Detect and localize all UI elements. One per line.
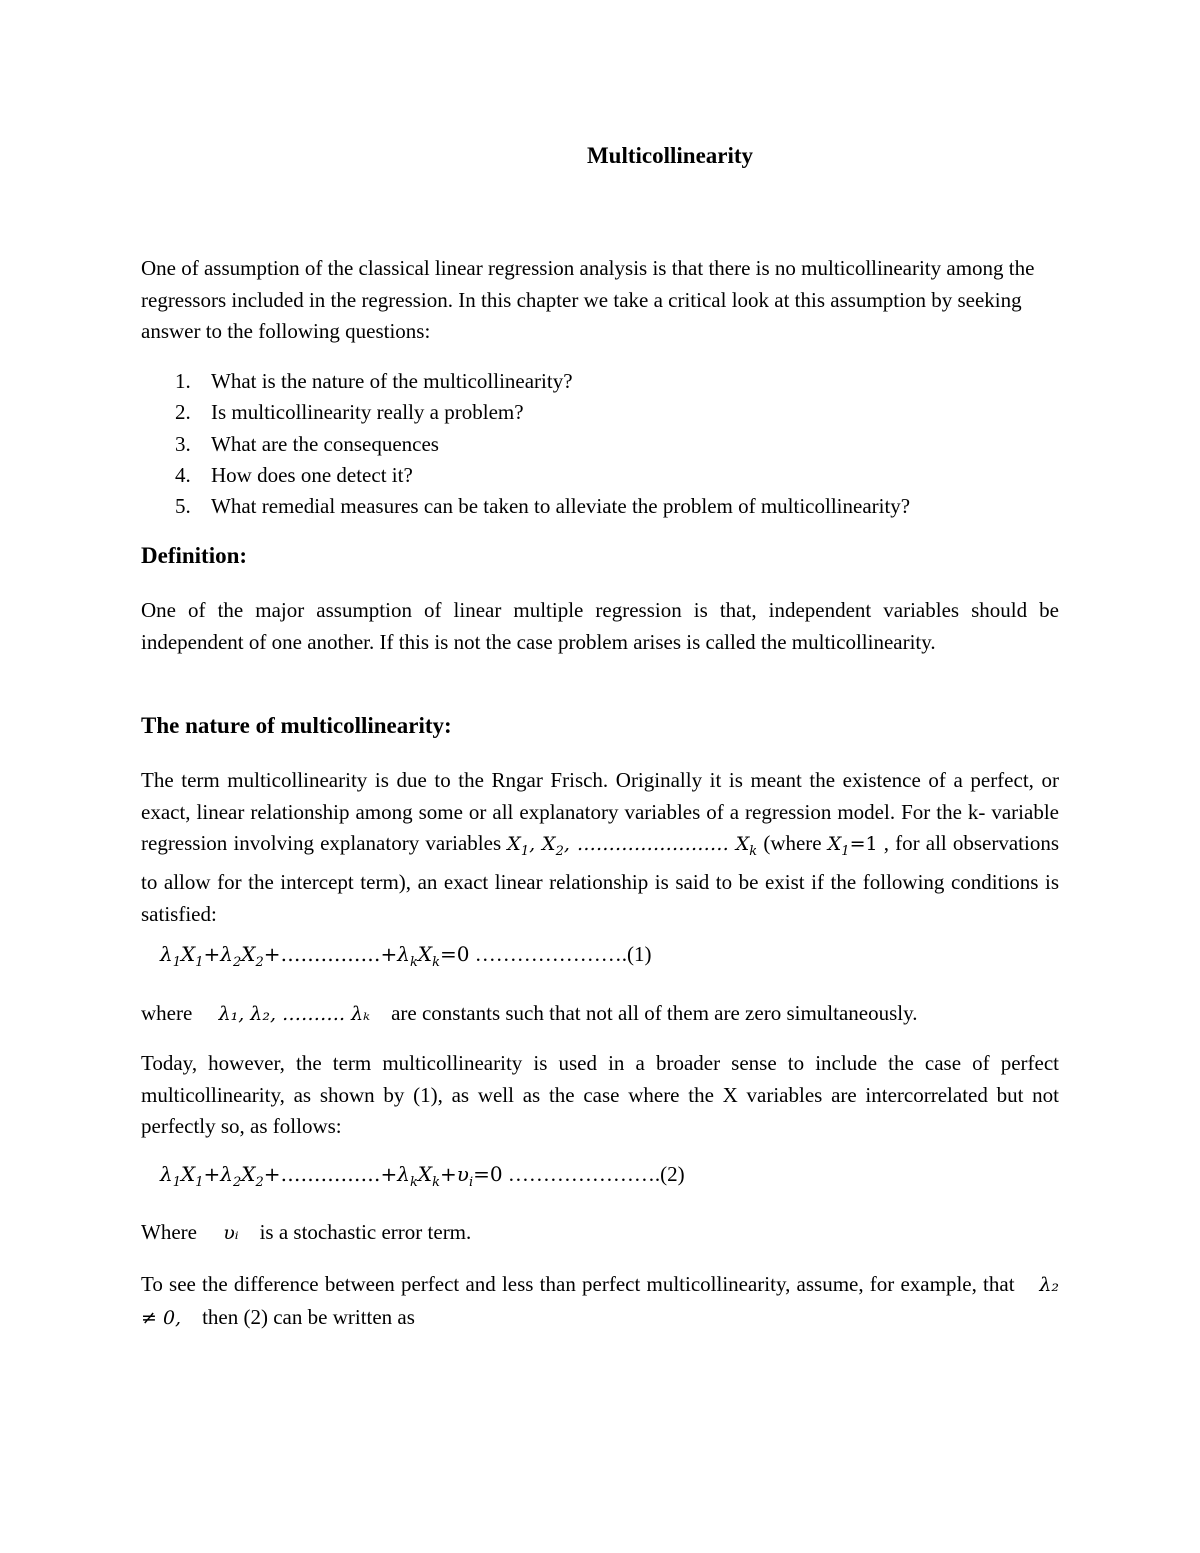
nature-paragraph-1: The term multicollinearity is due to the Rngar Frisch. Originally it is meant the existence of a perfect, or exact, linear relationship among some or all explanatory variables of a regression model. For the k- variable regression involving explanatory variables $X_1$, $X_2$, …………………… $X_k$ (where $X_1=1$ , for all observations to allow for the intercept term), an exact linear relationship is said to be exist if the following conditions is satisfied: (141, 768, 1060, 926)
list-item: 4. How does one detect it? (175, 462, 413, 487)
list-item: 5. What remedial measures can be taken to alleviate the problem of multicollinearity? (175, 494, 911, 519)
list-item: 2. Is multicollinearity really a problem? (175, 400, 524, 425)
page-title: Multicollinearity (586, 143, 754, 168)
equation-2: $\lambda_1X_1+\lambda_2X_2+\dots\dots\dots\dots\dots+\lambda_kX_k+\upsilon_i=0$ ………………….(2) (160, 1162, 685, 1190)
definition-heading: Definition: (141, 543, 248, 568)
where-line-2: Where υᵢ is a stochastic error term. (141, 1220, 472, 1244)
list-item: 3. What are the consequences (175, 431, 439, 456)
definition-paragraph: One of the major assumption of linear multiple regression is that, independent variables should be independent of one another. If this is not the case problem arises is called the multicollinearity. (141, 598, 1059, 654)
equation-1: $\lambda_1X_1+\lambda_2X_2+\dots\dots\dots\dots\dots+\lambda_kX_k=0$ ………………….(1) (160, 942, 652, 970)
nature-paragraph-3: To see the difference between perfect and less than perfect multicollinearity, assume, for example, that λ₂ ≠ 0, then (2) can be written as (141, 1272, 1059, 1329)
nature-paragraph-2: Today, however, the term multicollinearity is used in a broader sense to include the case of perfect multicollinearity, as shown by (1), as well as the case where the X variables are intercorrelated but not perfectly so, as follows: (141, 1051, 1059, 1138)
intercept-expression: $X_1=1$ (827, 833, 878, 859)
lambda-list: λ₁, λ₂, ………. λₖ (218, 1003, 371, 1025)
nature-heading: The nature of multicollinearity: (141, 713, 452, 738)
equation-1-label: (1) (626, 942, 652, 966)
where-line-1: where λ₁, λ₂, ………. λₖ are constants such that not all of them are zero simultaneously. (141, 1001, 918, 1025)
questions-list (175, 366, 910, 522)
equation-2-label: (2) (660, 1162, 685, 1186)
list-item: 1. What is the nature of the multicollinearity? (175, 369, 573, 393)
variables-expression: $X_1$, $X_2$, …………………… $X_k$ (507, 833, 758, 859)
error-term: υᵢ (223, 1222, 239, 1244)
lambda-condition: λ₂ ≠ 0, (141, 1274, 1059, 1329)
intro-paragraph: One of assumption of the classical linear regression analysis is that there is no multicollinearity among the regressors included in the regression. In this chapter we take a critical look at this assumption by seeking answer to the following questions: (141, 256, 1035, 343)
